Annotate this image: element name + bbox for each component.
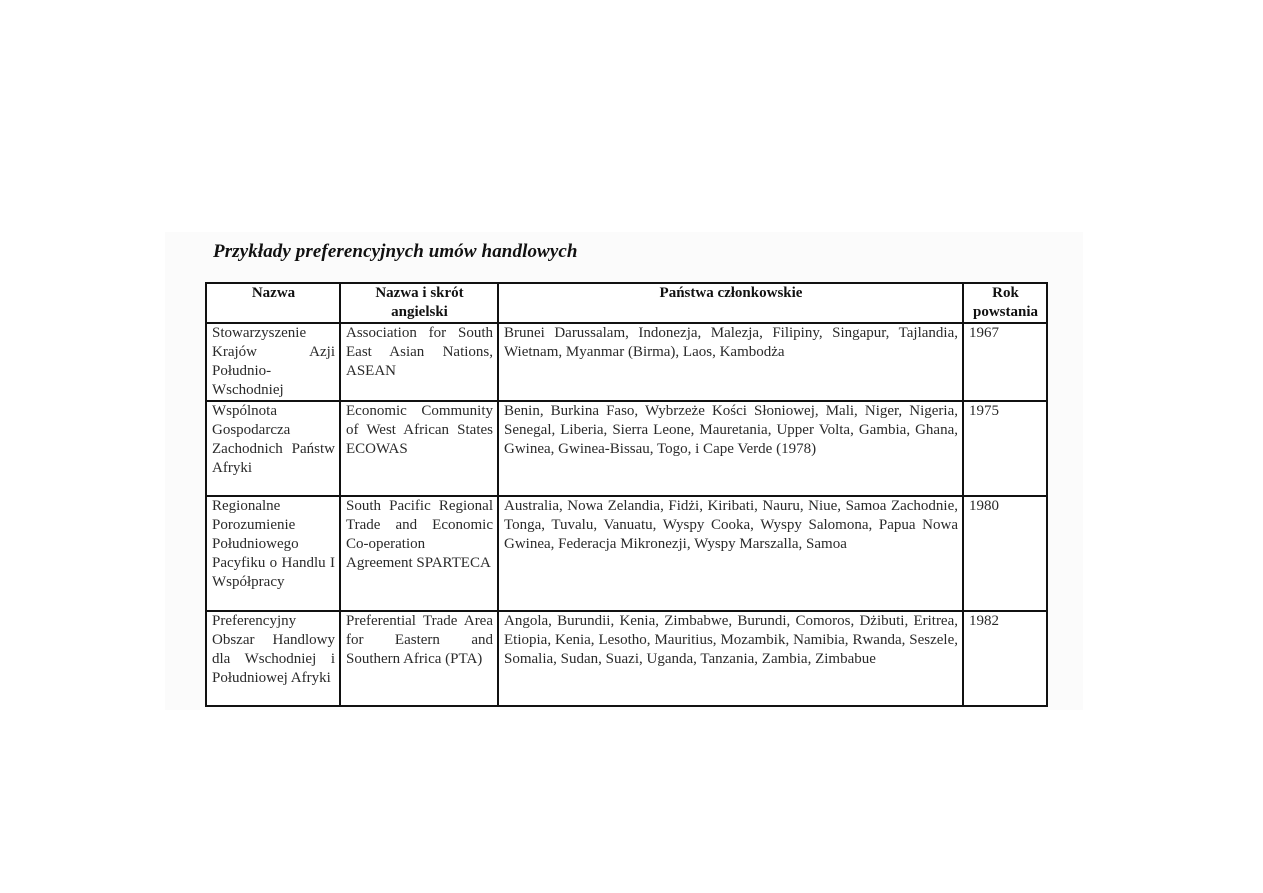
cell-member-states: Benin, Burkina Faso, Wybrzeże Kości Słoniowej, Mali, Niger, Nigeria, Senegal, Liberia, Sierra Leone, Mauretania, Upper Volta, Gambia, Ghana, Gwinea, Gwinea-Bissau, Togo, i Cape Verde (1978)	[498, 401, 963, 496]
cell-name: Preferencyjny Obszar Handlowy dla Wschodniej i Południowej Afryki	[206, 611, 340, 706]
cell-member-states: Brunei Darussalam, Indonezja, Malezja, Filipiny, Singapur, Tajlandia, Wietnam, Myanmar (Birma), Laos, Kambodża	[498, 323, 963, 401]
table-row	[206, 401, 1047, 496]
table-row	[206, 611, 1047, 706]
header-member-states: Państwa członkowskie	[498, 283, 963, 323]
cell-name: Stowarzyszenie Krajów Azji Południo-Wschodniej	[206, 323, 340, 401]
table-row	[206, 496, 1047, 611]
header-english-name: Nazwa i skrót angielski	[340, 283, 498, 323]
document-title: Przykłady preferencyjnych umów handlowych	[213, 241, 578, 262]
cell-english-name: Economic Community of West African States ECOWAS	[340, 401, 498, 496]
cell-member-states: Australia, Nowa Zelandia, Fidżi, Kiribati, Nauru, Niue, Samoa Zachodnie, Tonga, Tuvalu, Vanuatu, Wyspy Cooka, Wyspy Salomona, Papua Nowa Gwinea, Federacja Mikronezji, Wyspy Marszalla, Samoa	[498, 496, 963, 611]
trade-agreements-table	[205, 282, 1048, 707]
cell-year: 1975	[963, 401, 1047, 496]
cell-year: 1980	[963, 496, 1047, 611]
header-year: Rok powstania	[963, 283, 1047, 323]
table-header-row	[206, 283, 1047, 323]
cell-english-name: Association for South East Asian Nations, ASEAN	[340, 323, 498, 401]
cell-year: 1967	[963, 323, 1047, 401]
cell-english-name: South Pacific Regional Trade and Economic Co-operation Agreement SPARTECA	[340, 496, 498, 611]
cell-english-name: Preferential Trade Area for Eastern and Southern Africa (PTA)	[340, 611, 498, 706]
table-row	[206, 323, 1047, 401]
header-name: Nazwa	[206, 283, 340, 323]
cell-name: Regionalne Porozumienie Południowego Pacyfiku o Handlu I Współpracy	[206, 496, 340, 611]
cell-name: Wspólnota Gospodarcza Zachodnich Państw Afryki	[206, 401, 340, 496]
cell-member-states: Angola, Burundii, Kenia, Zimbabwe, Burundi, Comoros, Dżibuti, Eritrea, Etiopia, Kenia, Lesotho, Mauritius, Mozambik, Namibia, Rwanda, Seszele, Somalia, Sudan, Suazi, Uganda, Tanzania, Zambia, Zimbabue	[498, 611, 963, 706]
cell-year: 1982	[963, 611, 1047, 706]
